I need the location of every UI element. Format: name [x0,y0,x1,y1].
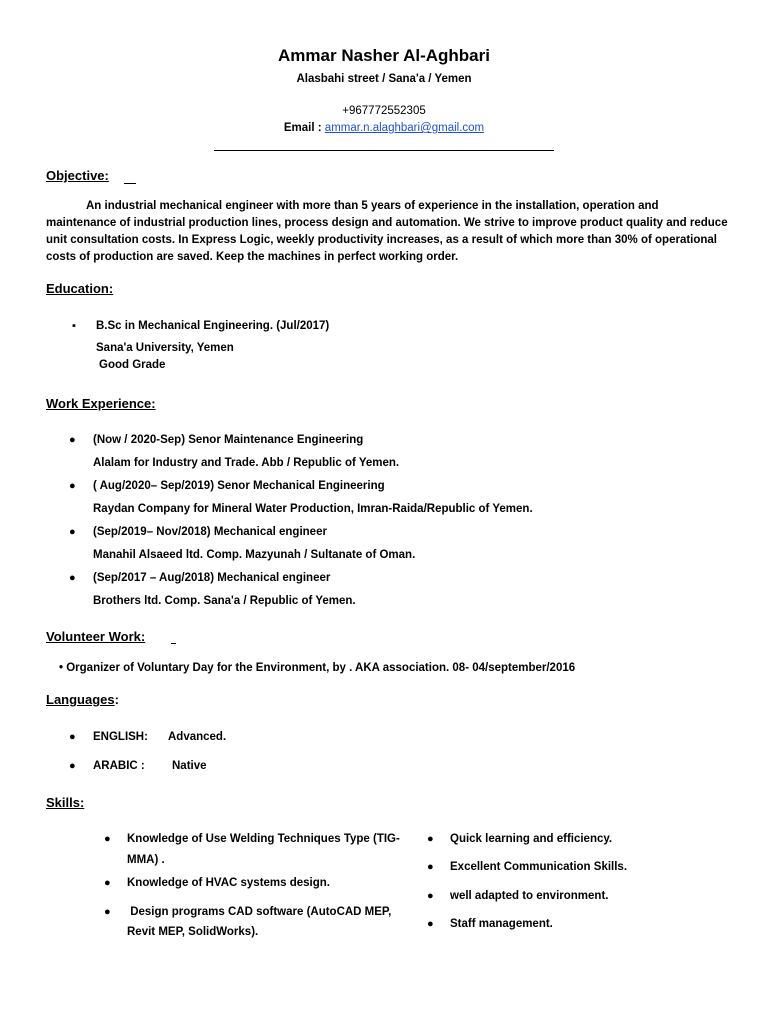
bullet-icon: ● [427,861,434,873]
bullet-icon: ● [69,526,76,538]
objective-line-1: An industrial mechanical engineer with more than 5 years of experience in the installation, operation and [86,200,659,212]
volunteer-heading: Volunteer Work: [46,629,146,644]
bullet-icon: ● [69,731,76,743]
bullet-icon: ● [427,890,434,902]
volunteer-item [59,662,575,674]
languages-heading-text: Languages [46,692,115,707]
skill-item: Knowledge of Use Welding Techniques Type (TIG- [127,833,400,845]
volunteer-underline-mark [171,643,176,644]
education-degree: B.Sc in Mechanical Engineering. (Jul/2017) [96,320,330,332]
objective-underline-mark [124,183,136,184]
address: Alasbahi street / Sana'a / Yemen [296,73,472,85]
languages-heading-colon: : [114,692,119,707]
phone: +967772552305 [342,105,426,117]
bullet-icon: ● [104,906,111,918]
work-title: ( Aug/2020– Sep/2019) Senor Mechanical Engineering [93,480,385,492]
header-divider [214,150,554,151]
work-company: Raydan Company for Mineral Water Production, Imran-Raida/Republic of Yemen. [93,503,533,515]
language-name: ARABIC : [93,760,145,772]
candidate-name: Ammar Nasher Al-Aghbari [278,46,490,65]
bullet-icon: ● [427,918,434,930]
email-link[interactable]: ammar.n.alaghbari@gmail.com [324,122,485,134]
bullet-icon: ● [69,572,76,584]
work-title: (Now / 2020-Sep) Senor Maintenance Engineering [93,434,364,446]
skill-item: Knowledge of HVAC systems design. [127,877,330,889]
objective-line-2: maintenance of industrial production lines, process design and automation. We strive to improve product quality and reduce [46,217,728,229]
square-bullet-icon: ▪ [72,320,76,332]
work-title: (Sep/2019– Nov/2018) Mechanical engineer [93,526,327,538]
email-line [0,122,768,134]
skill-item: Excellent Communication Skills. [450,861,628,873]
work-title: (Sep/2017 – Aug/2018) Mechanical engineer [93,572,331,584]
skill-item-cont: Revit MEP, SolidWorks). [127,926,259,938]
objective-line-3: unit consultation costs. In Express Logic, weekly productivity increases, as a result of which more than 30% of operational [46,234,718,246]
skill-item: well adapted to environment. [450,890,609,902]
language-level: Native [172,760,207,772]
skill-item: Staff management. [450,918,553,930]
bullet-icon: ● [69,760,76,772]
bullet-icon: ● [104,833,111,845]
skill-item: Design programs CAD software (AutoCAD MEP, [127,906,392,918]
work-company: Brothers ltd. Comp. Sana'a / Republic of Yemen. [93,595,356,607]
bullet-icon: ● [69,434,76,446]
inline-bullet-icon: • [59,662,64,674]
email-label: Email : [283,122,322,134]
work-company: Alalam for Industry and Trade. Abb / Republic of Yemen. [93,457,400,469]
work-heading: Work Experience: [46,396,156,411]
skills-heading: Skills: [46,795,85,810]
bullet-icon: ● [104,877,111,889]
bullet-icon: ● [69,480,76,492]
work-company: Manahil Alsaeed ltd. Comp. Mazyunah / Sultanate of Oman. [93,549,416,561]
languages-heading [46,692,119,707]
skill-item: Quick learning and efficiency. [450,833,613,845]
education-heading: Education: [46,281,114,296]
language-level: Advanced. [168,731,227,743]
bullet-icon: ● [427,833,434,845]
objective-line-4: costs of production are saved. Keep the machines in perfect working order. [46,251,459,263]
education-grade: Good Grade [99,359,166,371]
volunteer-text: Organizer of Voluntary Day for the Environment, by . AKA association. 08- 04/september/2016 [66,662,576,674]
skill-item-cont: MMA) . [127,854,165,866]
education-university: Sana'a University, Yemen [96,342,234,354]
language-name: ENGLISH: [93,731,148,743]
objective-heading: Objective: [46,168,109,183]
